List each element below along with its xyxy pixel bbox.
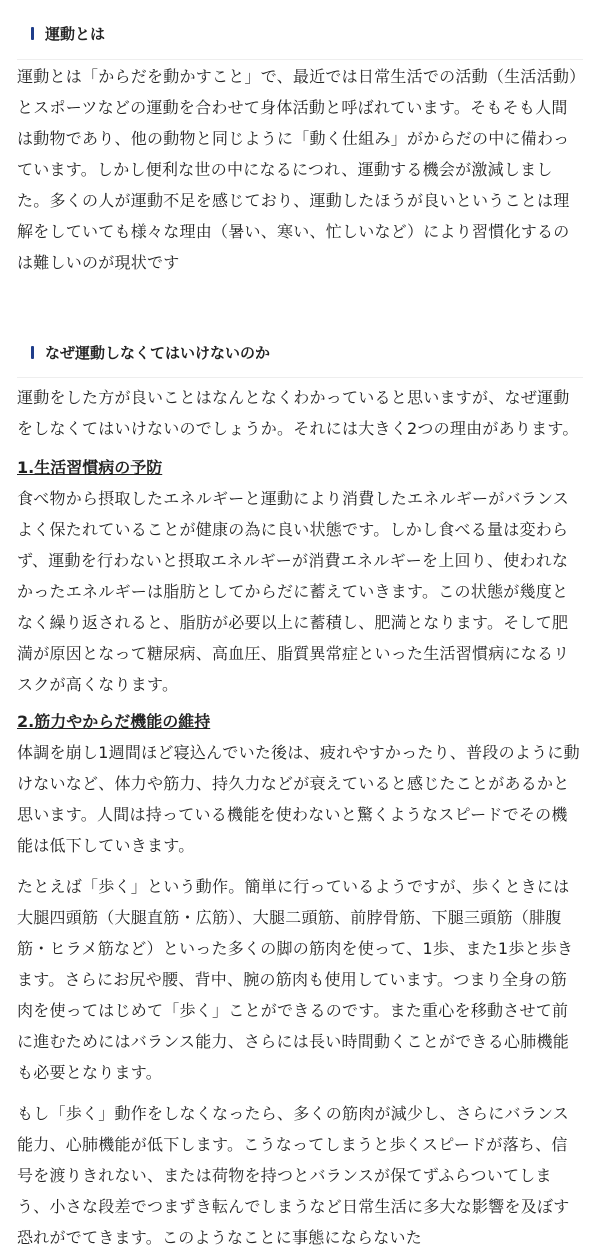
paragraph: たとえば「歩く」という動作。簡単に行っているようですが、歩くときには大腿四頭筋（大腿直筋・広筋）、大腿二頭筋、前脖骨筋、下腿三頭筋（腓腹筋・ヒラメ筋など）といった多くの脚の筋肉を使って、1歩、また1歩と歩きます。さらにお尻や腰、背中、腕の筋肉も使用しています。つまり全身の筋肉を使ってはじめて「歩く」ことができるのです。また重心を移動させて前に進むためにはバランス能力、さらには長い時間動くことができる心肺機能も必要となります。 [17,877,574,1082]
paragraph: 運動とは「からだを動かすこと」で、最近では日常生活での活動（生活活動）とスポーツなどの運動を合わせて身体活動と呼ばれています。そもそも人間は動物であり、他の動物と同じように「動く仕組み」がからだの中に備わっています。しかし便利な世の中になるにつれ、運動する機会が激減しました。多くの人が運動不足を感じており、運動したほうが良いということは理解をしていても様々な理由（暑い、寒い、忙しいなど）により習慣化するのは難しいのが現状です [17,67,578,272]
section-heading-why-exercise [17,278,583,378]
paragraph-intro: 運動をした方が良いことはなんとなくわかっていると思いますが、なぜ運動をしなくてはいけないのでしょうか。それには大きく2つの理由があります。 [17,388,579,438]
paragraph: 体調を崩し1週間ほど寝込んでいた後は、疲れやすかったり、普段のように動けないなど、体力や筋力、持久力などが衰えていると感じたことがあるかと思います。人間は持っている機能を使わないと驚くようなスピードでその機能は低下していきます。 [17,743,580,855]
subheading-muscle-function-maintenance: 2.筋力やからだ機能の維持 [17,712,211,731]
heading-accent-bar [31,27,34,40]
paragraph: もし「歩く」動作をしなくなったら、多くの筋肉が減少し、さらにバランス能力、心肺機能が低下します。こうなってしまうと歩くスピードが落ち、信号を渡りきれない、または荷物を持つとバランスが保てずふらついてしまう、小さな段差でつまずき転んでしまうなど日常生活に多大な影響を及ぼす恐れがでてきます。このようなことに事態にならないた [17,1104,570,1247]
paragraph: 食べ物から摂取したエネルギーと運動により消費したエネルギーがバランスよく保たれていることが健康の為に良い状態です。しかし食べる量は変わらず、運動を行わないと摂取エネルギーが消費エネルギーを上回り、使われなかったエネルギーは脂肪としてからだに蓄えていきます。この状態が幾度となく繰り返されると、脂肪が必要以上に蓄積し、肥満となります。そして肥満が原因となって糖尿病、高血圧、脂質異常症といった生活習慣病になるリスクが高くなります。 [17,489,570,694]
subheading-lifestyle-disease-prevention: 1.生活習慣病の予防 [17,458,163,477]
section-heading-what-is-exercise [17,0,583,60]
heading-accent-bar [31,346,34,359]
section-title: 運動とは [45,25,106,43]
section-title: なぜ運動しなくてはいけないのか [45,344,271,362]
